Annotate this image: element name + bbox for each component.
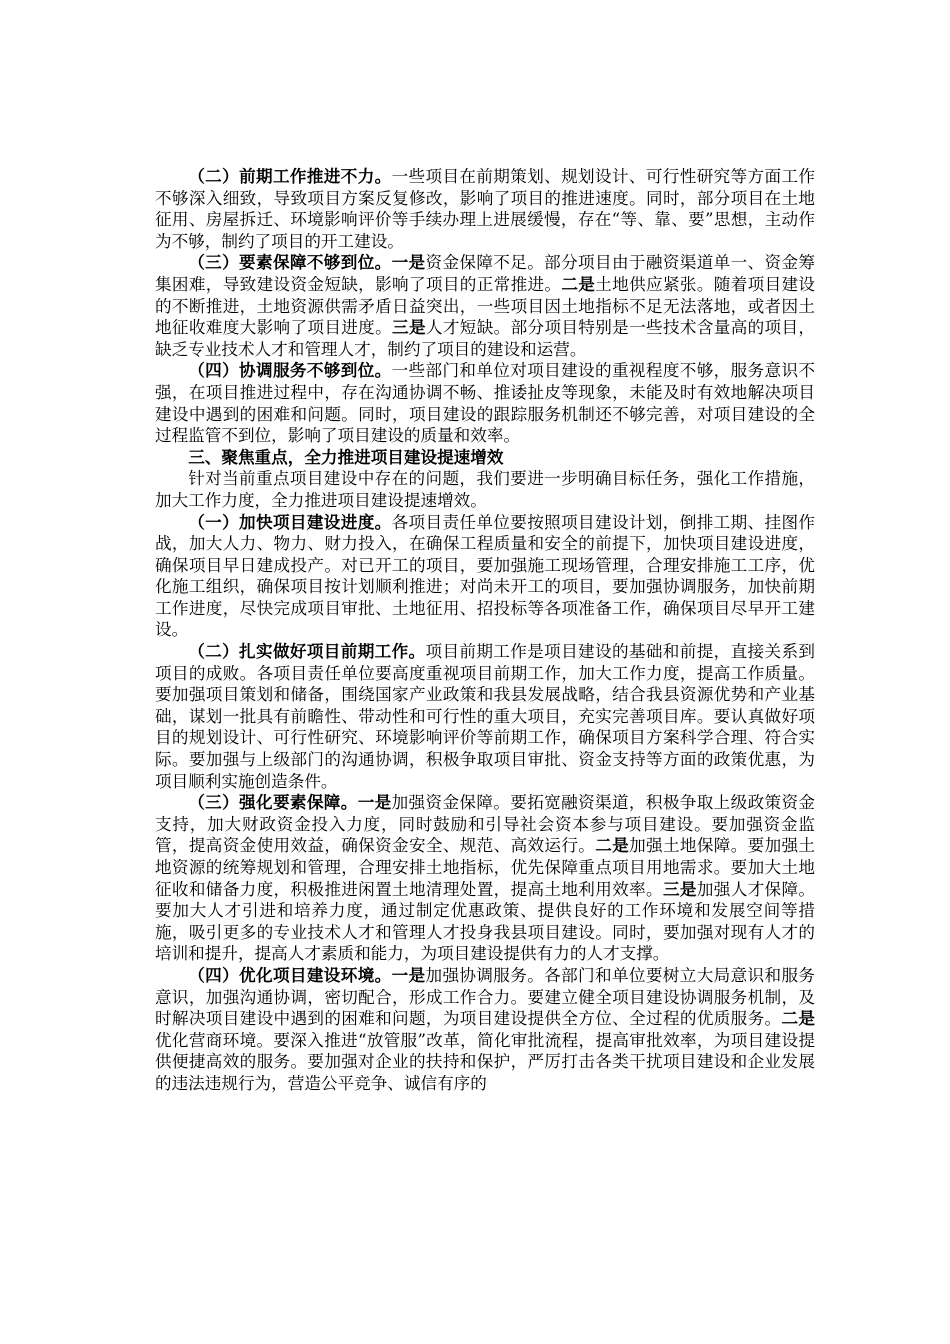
bold-text-run: （一）加快项目建设进度。 — [188, 511, 392, 532]
section-heading — [155, 447, 815, 469]
bold-text-run: （四）优化项目建设环境。 — [188, 964, 392, 985]
text-run: 各项目责任单位要按照项目建设计划，倒排工期、挂图作战，加大人力、物力、财力投入，在确保工程质量和安全的前提下，加快项目建设进度，确保项目早日建成投产。对已开工的项目，要加强施工现场管理，合理安排施工工序，优化施工组织，确保项目按计划顺利推进；对尚未开工的项目，要加强协调服务，加快前期工作进度，尽快完成项目审批、土地征用、招投标等各项准备工作，确保项目尽早开工建设。 — [155, 512, 815, 640]
bold-text-run: 一是 — [391, 964, 426, 985]
bold-text-run: 一是 — [357, 792, 392, 813]
text-run: 加强协调服务。各部门和单位要树立大局意识和服务意识，加强沟通协调，密切配合，形成工作合力。要建立健全项目建设协调服务机制，及时解决项目建设中遇到的困难和问题，为项目建设提供全方位、全过程的优质服务。 — [155, 965, 816, 1029]
bold-text-run: 二是 — [561, 273, 596, 294]
bold-text-run: 三是 — [662, 878, 697, 899]
text-run: 人才短缺。部分项目特别是一些技术含量高的项目，缺乏专业技术人才和管理人才，制约了项目的建设和运营。 — [155, 318, 816, 359]
bold-text-run: 一是 — [391, 252, 426, 273]
paragraph — [155, 641, 815, 792]
text-run: 加强资金保障。要拓宽融资渠道，积极争取上级政策资金支持，加大财政资金投入力度，同时鼓励和引导社会资本参与项目建设。要加强资金监管，提高资金使用效益，确保资金安全、规范、高效运行。 — [155, 793, 816, 856]
text-run: 资金保障不足。部分项目由于融资渠道单一、资金筹集困难，导致建设资金短缺，影响了项目的正常推进。 — [155, 253, 816, 294]
paragraph — [155, 360, 815, 446]
bold-text-run: （二）扎实做好项目前期工作。 — [188, 641, 426, 662]
bold-text-run: 二是 — [781, 1008, 816, 1029]
paragraph — [155, 512, 815, 642]
text-run: 针对当前重点项目建设中存在的问题，我们要进一步明确目标任务，强化工作措施，加大工作力度，全力推进项目建设提速增效。 — [155, 469, 815, 510]
paragraph — [155, 166, 815, 252]
text-run: 土地供应紧张。随着项目建设的不断推进，土地资源供需矛盾日益突出，一些项目因土地指标不足无法落地，或者因土地征收难度大影响了项目进度。 — [155, 274, 816, 338]
text-run: 一些部门和单位对项目建设的重视程度不够，服务意识不强，在项目推进过程中，存在沟通协调不畅、推诿扯皮等现象，未能及时有效地解决项目建设中遇到的困难和问题。同时，项目建设的跟踪服务机制还不够完善，对项目建设的全过程监管不到位，影响了项目建设的质量和效率。 — [155, 361, 815, 446]
paragraph — [155, 965, 815, 1095]
paragraph — [155, 792, 815, 965]
bold-text-run: 三是 — [392, 317, 426, 338]
bold-text-run: 三、聚焦重点，全力推进项目建设提速增效 — [188, 446, 504, 467]
text-run: 加强土地保障。要加强土地资源的统筹规划和管理，合理安排土地指标，优先保障重点项目用地需求。要加大土地征收和储备力度，积极推进闲置土地清理处置，提高土地利用效率。 — [155, 836, 816, 899]
text-run: 优化营商环境。要深入推进“放管服”改革，简化审批流程，提高审批效率，为项目建设提供便捷高效的服务。要加强对企业的扶持和保护，严厉打击各类干扰项目建设和企业发展的违法违规行为，营造公平竞争、诚信有序的 — [155, 1030, 815, 1093]
text-run: 项目前期工作是项目建设的基础和前提，直接关系到项目的成败。各项目责任单位要高度重视项目前期工作，加大工作力度，提高工作质量。要加强项目策划和储备，围绕国家产业政策和我县发展战略，结合我县资源优势和产业基础，谋划一批具有前瞻性、带动性和可行性的重大项目，充实完善项目库。要认真做好项目的规划设计、可行性研究、环境影响评价等前期工作，确保项目方案科学合理、符合实际。要加强与上级部门的沟通协调，积极争取项目审批、资金支持等方面的政策优惠，为项目顺利实施创造条件。 — [155, 642, 816, 791]
bold-text-run: （三）要素保障不够到位。 — [188, 252, 392, 273]
bold-text-run: （二）前期工作推进不力。 — [188, 166, 392, 186]
paragraph — [155, 468, 815, 511]
text-run: 加强人才保障。要加大人才引进和培养力度，通过制定优惠政策、提供良好的工作环境和发展空间等措施，吸引更多的专业技术人才和管理人才投身我县项目建设。同时，要加强对现有人才的培训和提升，提高人才素质和能力，为项目建设提供有力的人才支撑。 — [155, 879, 816, 964]
paragraph — [155, 252, 815, 360]
bold-text-run: 二是 — [595, 835, 630, 856]
bold-text-run: （四）协调服务不够到位。 — [188, 360, 392, 381]
document-body — [155, 166, 815, 1095]
text-run: 一些项目在前期策划、规划设计、可行性研究等方面工作不够深入细致，导致项目方案反复修改，影响了项目的推进速度。同时，部分项目在土地征用、房屋拆迁、环境影响评价等手续办理上进展缓慢，存在“等、靠、要”思想，主动作为不够，制约了项目的开工建设。 — [155, 167, 815, 251]
bold-text-run: （三）强化要素保障。 — [188, 792, 358, 813]
